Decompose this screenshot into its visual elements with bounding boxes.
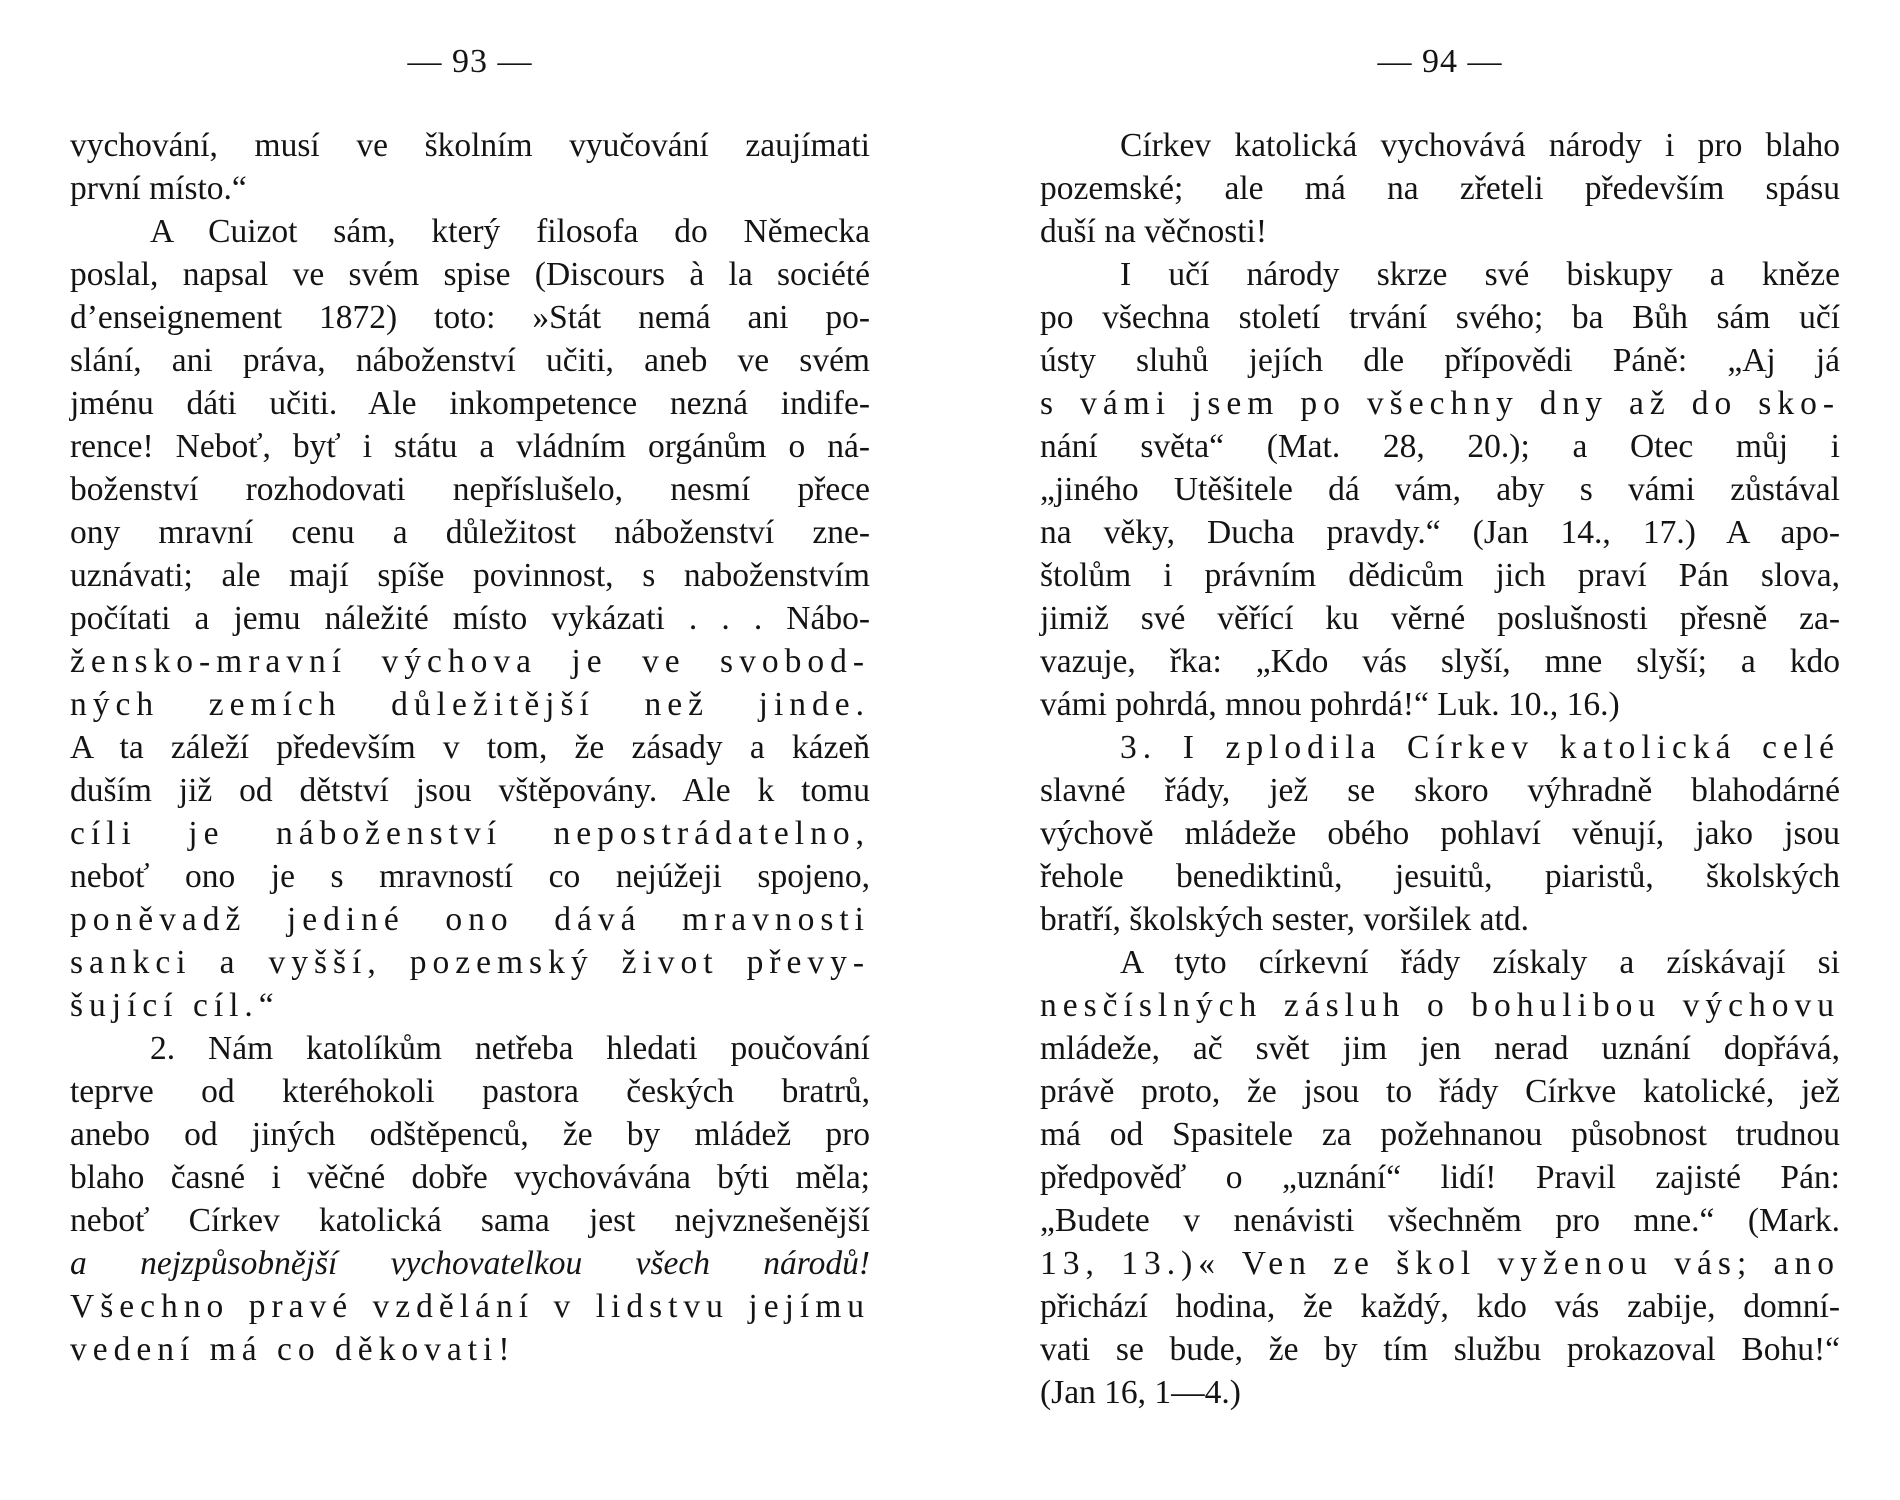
text-line: 3. I zplodila Církev katolická celé: [1120, 729, 1840, 766]
text-line: „jiného Utěšitele dá vám, aby s vámi zůstával: [1040, 471, 1840, 508]
text-line: vazuje, řka: „Kdo vás slyší, mne slyší; a kdo: [1040, 643, 1840, 680]
text-line: (Jan 16, 1—4.): [1040, 1374, 1241, 1411]
text-line: ústy sluhů jejích dle přípovědi Páně: „Aj já: [1040, 342, 1840, 379]
text-line: slání, ani práva, náboženství učiti, aneb ve svém: [70, 342, 870, 379]
text-line: blaho časné i věčné dobře vychovávána býti měla;: [70, 1159, 870, 1196]
text-line: vati se bude, že by tím službu prokazoval Bohu!“: [1040, 1331, 1840, 1368]
text-line: A ta záleží především v tom, že zásady a kázeň: [70, 729, 870, 766]
text-line: ných zemích důležitější než jinde.: [70, 686, 870, 723]
text-line: počítati a jemu náležité místo vykázati . . . Nábo-: [70, 600, 870, 637]
text-line: jménu dáti učiti. Ale inkompetence nezná indife-: [70, 385, 870, 422]
left-paragraph-1: [70, 124, 870, 210]
text-line: Církev katolická vychovává národy i pro blaho: [1120, 127, 1840, 164]
text-line: cíli je náboženství nepostrádatelno,: [70, 815, 870, 852]
text-line: právě proto, že jsou to řády Církve katolické, jež: [1040, 1073, 1840, 1110]
text-line: řehole benediktinů, jesuitů, piaristů, školských: [1040, 858, 1840, 895]
text-line: ony mravní cenu a důležitost náboženství zne-: [70, 514, 870, 551]
text-line: bratří, školských sester, voršilek atd.: [1040, 901, 1529, 938]
left-paragraph-2: [70, 210, 870, 1027]
page-number-right: — 94 —: [1377, 43, 1503, 80]
left-page: [70, 0, 870, 1500]
right-paragraph-4: [1040, 941, 1840, 1414]
text-line: na věky, Ducha pravdy.“ (Jan 14., 17.) A apo-: [1040, 514, 1840, 551]
text-line: mládeže, ač svět jim jen nerad uznání dopřává,: [1040, 1030, 1840, 1067]
text-line: teprve od kteréhokoli pastora českých bratrů,: [70, 1073, 870, 1110]
text-line: má od Spasitele za požehnanou působnost trudnou: [1040, 1116, 1840, 1153]
text-line: „Budete v nenávisti všechněm pro mne.“ (Mark.: [1040, 1202, 1840, 1239]
text-line: nesčíslných zásluh o bohulibou výchovu: [1040, 987, 1840, 1024]
text-line: nání světa“ (Mat. 28, 20.); a Otec můj i: [1040, 428, 1840, 465]
text-line: poslal, napsal ve svém spise (Discours à la société: [70, 256, 870, 293]
text-line: štolům i právním dědicům jich praví Pán slova,: [1040, 557, 1840, 594]
text-line: 2. Nám katolíkům netřeba hledati poučování: [150, 1030, 870, 1067]
text-line: A tyto církevní řády získaly a získávají si: [1120, 944, 1840, 981]
right-page: [1040, 0, 1840, 1500]
text-line: poněvadž jediné ono dává mravnosti: [70, 901, 870, 938]
text-line: d’enseignement 1872) toto: »Stát nemá ani po-: [70, 299, 870, 336]
text-line: vychování, musí ve školním vyučování zaujímati: [70, 127, 870, 164]
right-paragraph-1: [1040, 124, 1840, 253]
text-line: a nejzpůsobnější vychovatelkou všech národů!: [70, 1245, 870, 1282]
text-line: anebo od jiných odštěpenců, že by mládež pro: [70, 1116, 870, 1153]
text-line: 13, 13.)« Ven ze škol vyženou vás; ano: [1040, 1245, 1840, 1282]
text-line: s vámi jsem po všechny dny až do sko-: [1040, 385, 1840, 422]
text-line: předpověď o „uznání“ lidí! Pravil zajisté Pán:: [1040, 1159, 1840, 1196]
text-line: první místo.“: [70, 170, 247, 207]
text-line: sankci a vyšší, pozemský život převy-: [70, 944, 870, 981]
text-line: I učí národy skrze své biskupy a kněze: [1120, 256, 1840, 293]
text-line: duším již od dětství jsou vštěpovány. Ale k tomu: [70, 772, 870, 809]
text-line: uznávati; ale mají spíše povinnost, s naboženstvím: [70, 557, 870, 594]
text-line: duší na věčnosti!: [1040, 213, 1268, 250]
text-line: A Cuizot sám, který filosofa do Německa: [150, 213, 870, 250]
text-line: výchově mládeže obého pohlaví věnují, jako jsou: [1040, 815, 1840, 852]
right-paragraph-3: [1040, 726, 1840, 941]
text-line: šující cíl.“: [70, 987, 280, 1024]
left-paragraph-3: [70, 1027, 870, 1371]
text-line: vámi pohrdá, mnou pohrdá!“ Luk. 10., 16.): [1040, 686, 1620, 723]
text-line: boženství rozhodovati nepříslušelo, nesmí přece: [70, 471, 870, 508]
text-line: rence! Neboť, byť i státu a vládním orgánům o ná-: [70, 428, 870, 465]
page-number-left: — 93 —: [407, 43, 533, 80]
text-line: Všechno pravé vzdělání v lidstvu jejímu: [70, 1288, 870, 1325]
text-line: vedení má co děkovati!: [70, 1331, 516, 1368]
text-line: přichází hodina, že každý, kdo vás zabije, domní-: [1040, 1288, 1840, 1325]
right-paragraph-2: [1040, 253, 1840, 726]
text-line: jimiž své věřící ku věrné poslušnosti přesně za-: [1040, 600, 1840, 637]
text-line: pozemské; ale má na zřeteli především spásu: [1040, 170, 1840, 207]
text-line: neboť ono je s mravností co nejúžeji spojeno,: [70, 858, 870, 895]
text-line: žensko-mravní výchova je ve svobod-: [70, 643, 870, 680]
text-line: neboť Církev katolická sama jest nejvznešenější: [70, 1202, 870, 1239]
text-line: po všechna století trvání svého; ba Bůh sám učí: [1040, 299, 1840, 336]
text-line: slavné řády, jež se skoro výhradně blahodárné: [1040, 772, 1840, 809]
